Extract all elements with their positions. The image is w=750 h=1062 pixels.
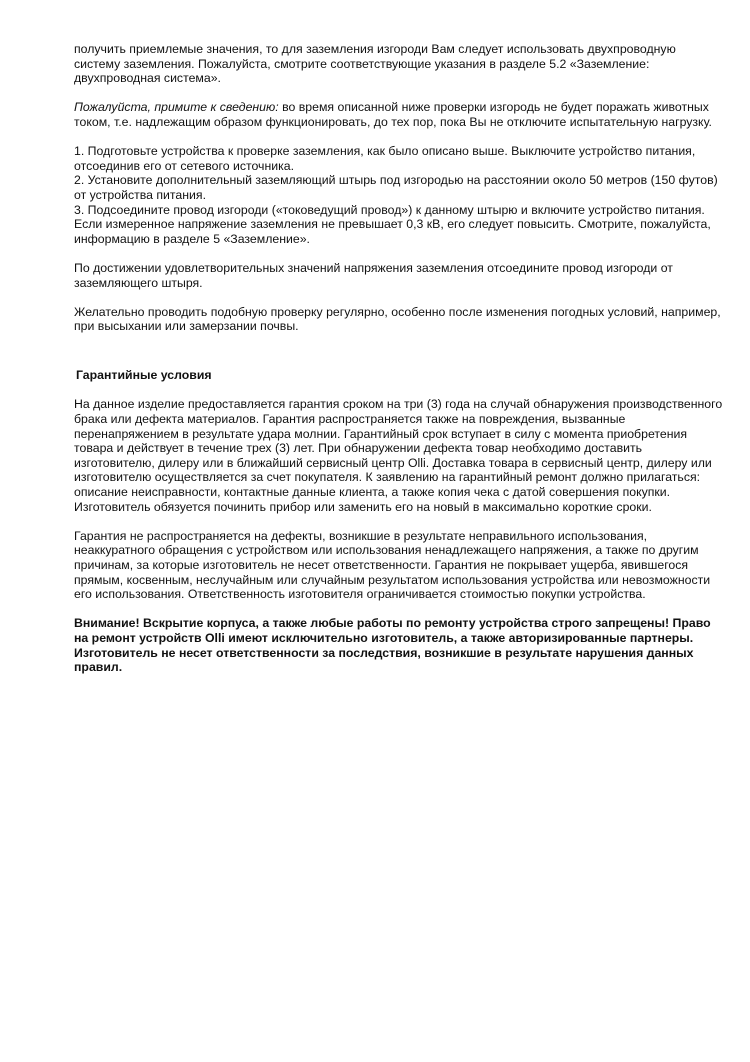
warning-paragraph-2: Изготовитель не несет ответственности за последствия, возникшие в результате нарушения данных правил. bbox=[74, 645, 694, 675]
step-item-1: 1. Подготовьте устройства к проверке заземления, как было описано выше. Выключите устройство питания, отсоединив его от сетевого источника. bbox=[74, 144, 696, 173]
step-item-2: 2. Установите дополнительный заземляющий штырь под изгородью на расстоянии около 50 метров (150 футов) от устройства питания. bbox=[74, 173, 718, 202]
note-text: во время описанной ниже проверки изгородь не будет поражать животных током, т.е. надлежащим образом функционировать, до тех пор, пока Вы не отключите испытательную нагрузку. bbox=[74, 100, 712, 129]
note-paragraph bbox=[74, 100, 724, 129]
intro-paragraph: получить приемлемые значения, то для заземления изгороди Вам следует использовать двухпроводную систему заземления. Пожалуйста, смотрите соответствующие указания в разделе 5.2 «Заземление: двухпроводная система». bbox=[74, 42, 676, 86]
warranty-paragraph-1: На данное изделие предоставляется гарантия сроком на три (3) года на случай обнаружения производственного брака или дефекта материалов. Гарантия распространяется также на повреждения, вызванные перенапряжением в результате удара молнии. Гарантийный срок вступает в силу с момента приобретения товара и действует в течение трех (3) лет. При обнаружении дефекта товар необходимо доставить изготовителю, дилеру или в ближайший сервисный центр Olli. Доставка товара в сервисный центр, дилеру или изготовителю осуществляется за счет покупателя. К заявлению на гарантийный ремонт должно прилагаться: описание неисправности, контактные данные клиента, а также копия чека с датой совершения покупки. Изготовитель обязуется починить прибор или заменить его на новый в максимально короткие сроки. bbox=[74, 397, 723, 514]
steps-list bbox=[74, 144, 724, 246]
document-page bbox=[74, 42, 724, 675]
disconnect-paragraph: По достижении удовлетворительных значений напряжения заземления отсоедините провод изгороди от заземляющего штыря. bbox=[74, 260, 673, 290]
warranty-heading: Гарантийные условия bbox=[76, 367, 212, 382]
regular-check-paragraph: Желательно проводить подобную проверку регулярно, особенно после изменения погодных условий, например, при высыхании или замерзании почвы. bbox=[74, 304, 721, 334]
note-label: Пожалуйста, примите к сведению: bbox=[74, 100, 279, 115]
warning-paragraph-1: Внимание! Вскрытие корпуса, а также любые работы по ремонту устройства строго запрещены! Право на ремонт устройств Olli имеют исключительно изготовитель, а также авторизированные партнеры. bbox=[74, 616, 711, 645]
warranty-paragraph-2: Гарантия не распространяется на дефекты, возникшие в результате неправильного использования, неаккуратного обращения с устройством или использования ненадлежащего напряжения, а также по другим причинам, за которые изготовитель не несет ответственности. Гарантия не покрывает ущерба, явившегося прямым, косвенным, неслучайным или случайным результатом использования устройства или невозможности его использования. Ответственность изготовителя ограничивается стоимостью покупки устройства. bbox=[74, 528, 711, 602]
step-item-3: 3. Подсоедините провод изгороди («токоведущий провод») к данному штырю и включите устройство питания. Если измеренное напряжение заземления не превышает 0,3 кВ, его следует повысить. Смотрите, пожалуйста, информацию в разделе 5 «Заземление». bbox=[74, 202, 711, 246]
